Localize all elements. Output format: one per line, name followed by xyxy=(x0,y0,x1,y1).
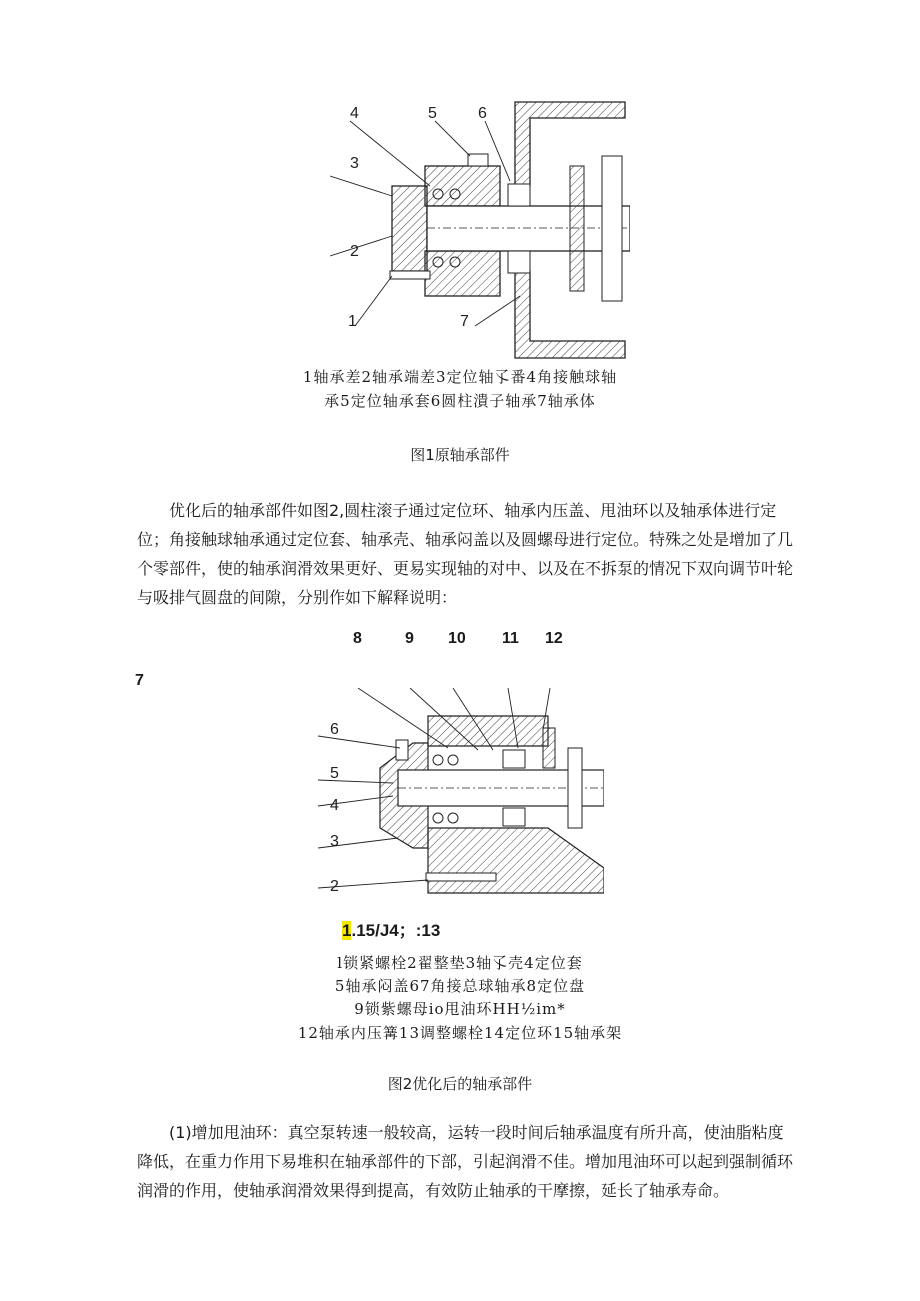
fig1-label: 7 xyxy=(460,313,469,330)
figure-2-legend-line-4: 12轴承内压篝13调整螺栓14定位环15轴承架 xyxy=(297,1024,623,1042)
fig2-top-number: 8 xyxy=(353,630,362,647)
figure-1-legend-line-2: 承5定位轴承套6圆柱潰子轴承7轴承体 xyxy=(324,392,596,410)
paragraph-1-text: 优化后的轴承部件如图2,圆柱滚子通过定位环、轴承内压盖、甩油环以及轴承体进行定位；角接触球轴承通过定位套、轴承壳、轴承闷盖以及圆螺母进行定位。特殊之处是增加了几个零部件，使的轴承润滑效果更好、更易实现轴的对中、以及在不拆泵的情况下双向调节叶轮与吸排气圆盘的间隙，分别作如下解释说明： xyxy=(137,501,794,607)
fig2-label: 6 xyxy=(330,721,339,738)
paragraph-1 xyxy=(137,496,797,612)
fig2-label: 3 xyxy=(330,833,339,850)
fig2-number-line xyxy=(342,916,440,941)
figure-2-legend-line-1: l锁紧螺栓2翟整垫3轴孓壳4定位套 xyxy=(337,954,583,972)
fig1-label: 3 xyxy=(350,155,359,172)
fig2-label: 4 xyxy=(330,797,339,814)
fig2-label: 5 xyxy=(330,765,339,782)
fig2-number-highlight: 1 xyxy=(342,921,352,940)
fig1-label: 6 xyxy=(478,105,487,122)
figure-1-drawing xyxy=(330,96,630,362)
fig2-top-number: 11 xyxy=(502,630,519,647)
figure-1-legend-line-1: 1轴承差2轴承端差3定位轴孓番4角接触球轴 xyxy=(302,368,618,386)
fig2-side-number: 7 xyxy=(135,672,144,689)
paragraph-2-text: (1)增加甩油环：真空泵转速一般较高，运转一段时间后轴承温度有所升高，使油脂粘度降低，在重力作用下易堆积在轴承部件的下部，引起润滑不佳。增加甩油环可以起到强制循环润滑的作用，使轴承润滑效果得到提高，有效防止轴承的干摩擦，延长了轴承寿命。 xyxy=(137,1123,794,1200)
figure-2-legend-line-3: 9锁紫螺母io甩油环HH½im* xyxy=(354,1000,566,1018)
fig2-top-number: 9 xyxy=(405,630,414,647)
figure-1-caption: 图1原轴承部件 xyxy=(410,446,510,464)
fig2-top-number: 10 xyxy=(448,630,466,647)
fig2-label: 2 xyxy=(330,878,339,895)
fig2-top-number: 12 xyxy=(545,630,563,647)
fig1-label: 2 xyxy=(350,243,359,260)
fig2-number-rest: .15/J4；:13 xyxy=(351,921,441,940)
paragraph-2 xyxy=(137,1118,797,1205)
figure-2-caption: 图2优化后的轴承部件 xyxy=(387,1075,533,1093)
fig1-label: 1 xyxy=(348,313,357,330)
figure-2-drawing xyxy=(318,688,604,912)
figure-2-legend-line-2: 5轴承闷盖67角接总球轴承8定位盘 xyxy=(334,977,586,995)
fig1-label: 5 xyxy=(428,105,437,122)
fig1-label: 4 xyxy=(350,105,359,122)
